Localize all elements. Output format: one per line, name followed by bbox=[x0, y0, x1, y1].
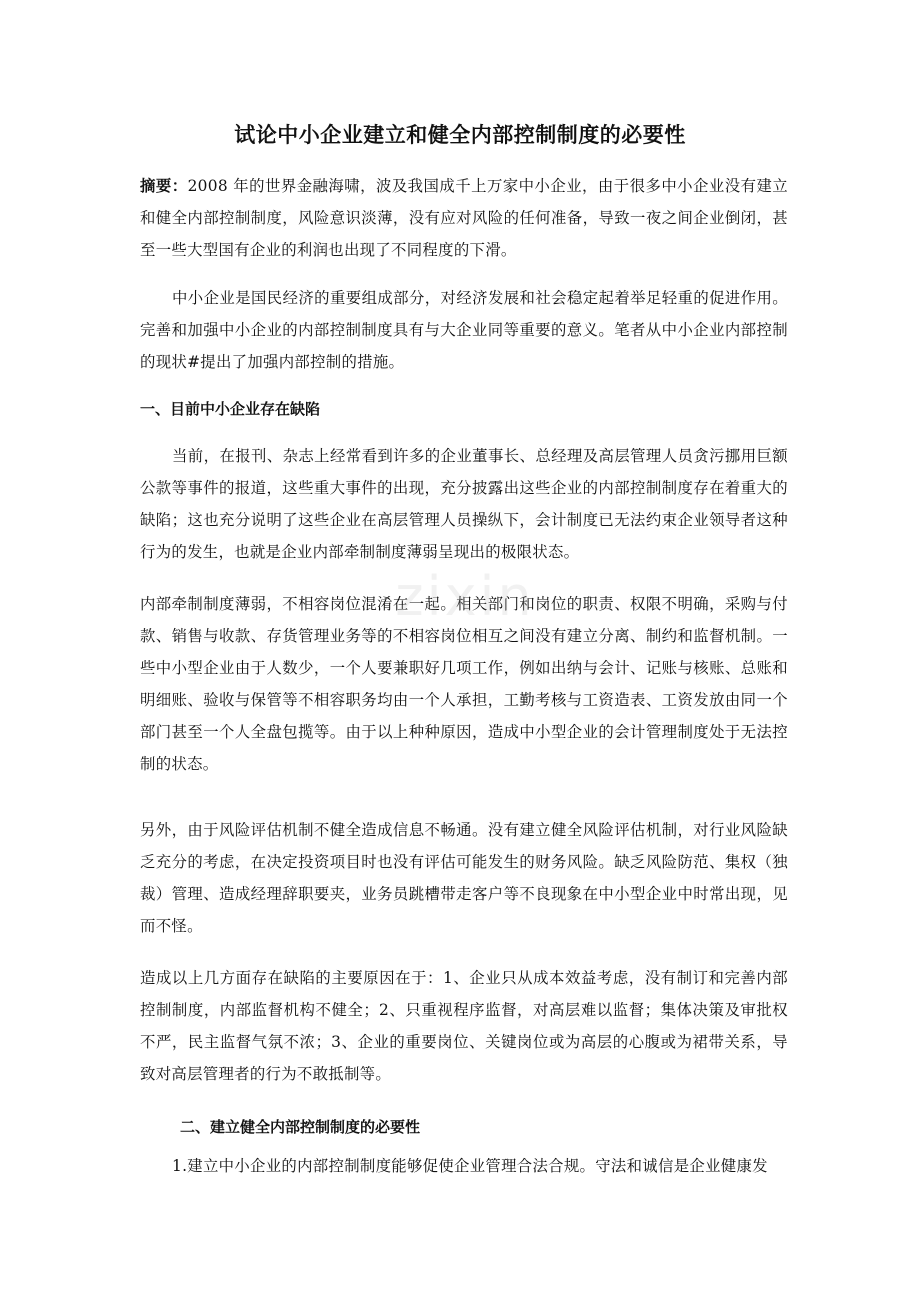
section1-paragraph-3: 另外，由于风险评估机制不健全造成信息不畅通。没有建立健全风险评估机制，对行业风险缺乏充分的考虑，在决定投资项目时也没有评估可能发生的财务风险。缺乏风险防范、集权（独裁）管理、造成经理辞职要夹，业务员跳槽带走客户等不良现象在中小型企业中时常出现，见而不怪。 bbox=[140, 821, 788, 935]
abstract-paragraph bbox=[140, 170, 788, 266]
watermark-logo: zixin bbox=[395, 565, 535, 628]
section1-paragraph-1: 当前，在报刊、杂志上经常看到许多的企业董事长、总经理及高层管理人员贪污挪用巨额公款等事件的报道，这些重大事件的出现，充分披露出这些企业的内部控制制度存在着重大的缺陷；这也充分说明了这些企业在高层管理人员操纵下，会计制度已无法约束企业领导者这种行为的发生，也就是企业内部牵制制度薄弱呈现出的极限状态。 bbox=[140, 447, 788, 561]
abstract-label: 摘要： bbox=[140, 177, 188, 195]
section2-heading: 二、建立健全内部控制制度的必要性 bbox=[180, 1118, 421, 1136]
section1-heading: 一、目前中小企业存在缺陷 bbox=[140, 400, 321, 418]
section2-paragraph-1: 1.建立中小企业的内部控制制度能够促使企业管理合法合规。守法和诚信是企业健康发 bbox=[172, 1157, 768, 1175]
abstract-text: 2008 年的世界金融海啸，波及我国成千上万家中小企业，由于很多中小企业没有建立和健全内部控制制度，风险意识淡薄，没有应对风险的任何准备，导致一夜之间企业倒闭，甚至一些大型国有企业的利润也出现了不同程度的下滑。 bbox=[140, 177, 788, 259]
intro-paragraph: 中小企业是国民经济的重要组成部分，对经济发展和社会稳定起着举足轻重的促进作用。完善和加强中小企业的内部控制制度具有与大企业同等重要的意义。笔者从中小企业内部控制的现状#提出了加强内部控制的措施。 bbox=[140, 289, 788, 371]
section1-paragraph-4: 造成以上几方面存在缺陷的主要原因在于：1、企业只从成本效益考虑，没有制订和完善内部控制制度，内部监督机构不健全；2、只重视程序监督，对高层难以监督；集体决策及审批权不严，民主监督气氛不浓；3、企业的重要岗位、关键岗位或为高层的心腹或为裙带关系，导致对高层管理者的行为不敢抵制等。 bbox=[140, 969, 788, 1083]
section1-paragraph-2: 内部牵制制度薄弱，不相容岗位混淆在一起。相关部门和岗位的职责、权限不明确，采购与付款、销售与收款、存货管理业务等的不相容岗位相互之间没有建立分离、制约和监督机制。一些中小型企业由于人数少，一个人要兼职好几项工作，例如出纳与会计、记账与核账、总账和明细账、验收与保管等不相容职务均由一个人承担，工勤考核与工资造表、工资发放由同一个部门甚至一个人全盘包揽等。由于以上种种原因，造成中小型企业的会计管理制度处于无法控制的状态。 bbox=[140, 595, 788, 773]
document-title: 试论中小企业建立和健全内部控制制度的必要性 bbox=[234, 123, 686, 147]
